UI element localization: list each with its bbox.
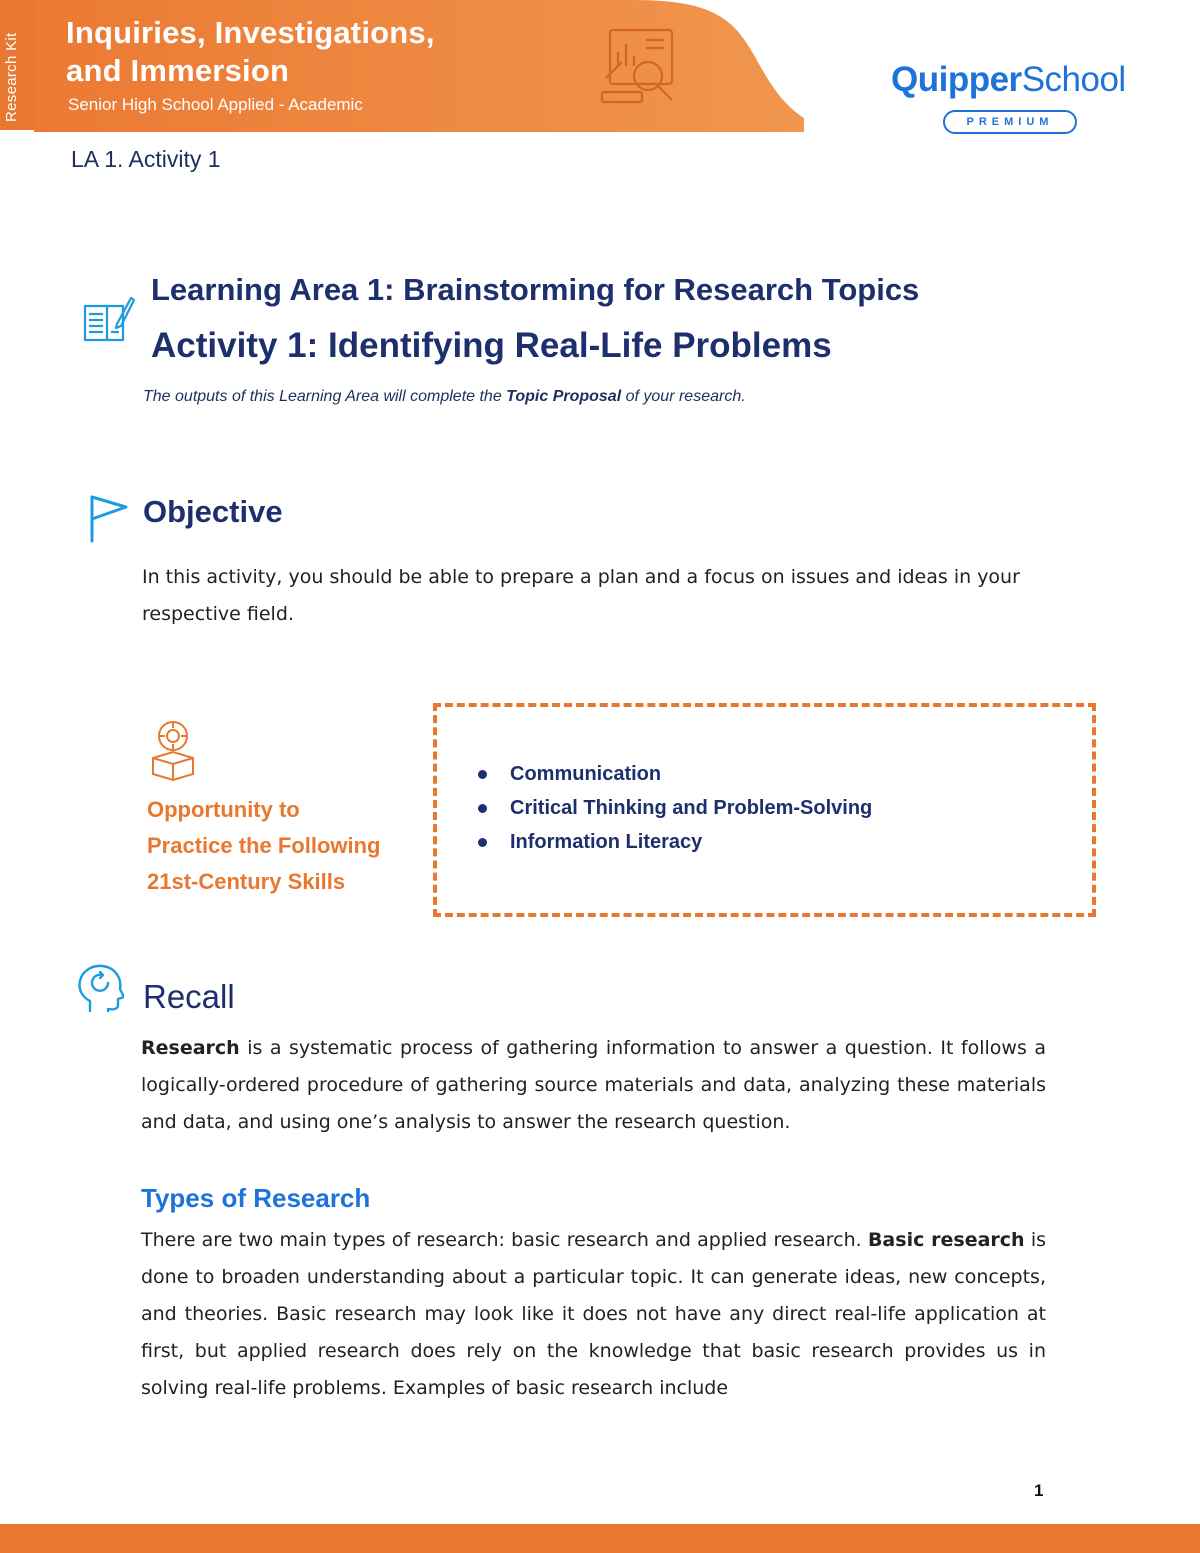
skills-box-icon	[147, 718, 199, 782]
types-text: There are two main types of research: basic research and applied research. Basic research is done to broaden understanding about a particular topic. It can generate ideas, new concepts, and theories. Basic research may look like it does not have any direct real-life application at first, but applied research does rely on the knowledge that basic research provides us in solving real-life problems. Examples of basic research include	[141, 1229, 1047, 1399]
skill-item: Critical Thinking and Problem-Solving	[476, 791, 872, 825]
research-chart-icon	[596, 22, 686, 112]
basic-research-term: Basic research	[867, 1229, 1025, 1251]
course-title-line2: and Immersion	[66, 53, 290, 88]
course-subtitle: Senior High School Applied - Academic	[68, 95, 363, 114]
activity-title: Activity 1: Identifying Real-Life Problems	[151, 326, 832, 365]
bullet-icon	[478, 838, 487, 847]
course-title-line1: Inquiries, Investigations,	[66, 15, 435, 50]
activity-label: LA 1. Activity 1	[71, 146, 221, 172]
page-number: 1	[1034, 1481, 1044, 1500]
skill-item: Communication	[476, 757, 872, 791]
recall-text: Research is a systematic process of gathering information to answer a question. It follows a logically-ordered procedure of gathering source materials and data, analyzing these materials and data, and using one’s analysis to answer the research question.	[141, 1037, 1046, 1133]
skills-list	[476, 757, 872, 859]
bullet-icon	[478, 770, 487, 779]
types-heading: Types of Research	[141, 1183, 371, 1213]
side-tab	[0, 0, 34, 130]
footer-bar	[0, 1524, 1200, 1553]
head-refresh-icon	[76, 963, 124, 1013]
flag-icon	[86, 493, 130, 543]
recall-heading: Recall	[143, 978, 235, 1015]
skills-label: Opportunity to Practice the Following 21st-Century Skills	[147, 797, 381, 894]
bullet-icon	[478, 804, 487, 813]
course-title	[66, 14, 435, 90]
premium-badge: PREMIUM	[943, 110, 1077, 134]
objective-text: In this activity, you should be able to prepare a plan and a focus on issues and ideas in your respective field.	[142, 566, 1020, 625]
learning-area-title: Learning Area 1: Brainstorming for Research Topics	[151, 272, 920, 307]
intro-note: The outputs of this Learning Area will complete the Topic Proposal of your research.	[143, 388, 746, 405]
side-tab-label: Research Kit	[3, 32, 20, 122]
quipper-school-logo: QuipperSchool	[891, 60, 1126, 99]
skill-item: Information Literacy	[476, 825, 872, 859]
book-pen-icon	[83, 294, 135, 346]
objective-heading: Objective	[143, 494, 283, 529]
research-term: Research	[141, 1037, 240, 1059]
topic-proposal-emphasis: Topic Proposal	[506, 388, 622, 405]
